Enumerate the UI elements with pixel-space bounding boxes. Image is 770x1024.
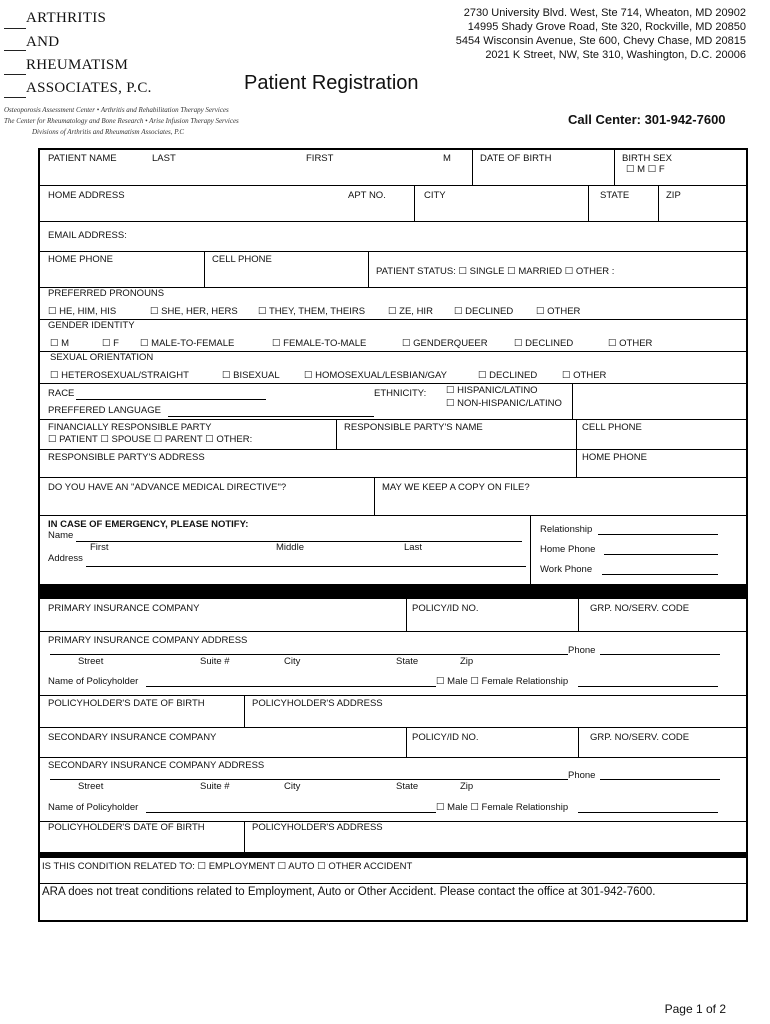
gender-ftm[interactable]: ☐ FEMALE-TO-MALE [272, 338, 367, 349]
secondary-state-label: State [396, 781, 419, 792]
logo-line-3: RHEUMATISM [26, 57, 129, 73]
secondary-ph-dob-label: POLICYHOLDER'S DATE OF BIRTH [48, 822, 205, 833]
condition-related[interactable]: IS THIS CONDITION RELATED TO: ☐ EMPLOYMENT ☐ AUTO ☐ OTHER ACCIDENT [42, 861, 413, 872]
pronoun-declined[interactable]: ☐ DECLINED [454, 306, 514, 317]
primary-ph-address-label: POLICYHOLDER'S ADDRESS [252, 698, 383, 709]
gender-m[interactable]: ☐ M [50, 338, 70, 349]
orientation-bisexual[interactable]: ☐ BISEXUAL [222, 370, 280, 381]
secondary-street-label: Street [78, 781, 104, 792]
em-middle-label: Middle [276, 542, 304, 553]
gender-label: GENDER IDENTITY [48, 320, 135, 331]
row-primary-policyholder [40, 696, 746, 728]
email-label: EMAIL ADDRESS: [48, 230, 127, 241]
primary-suite-label: Suite # [200, 656, 230, 667]
secondary-policyholder-label: Name of Policyholder [48, 802, 139, 813]
preferred-language-label: PREFFERED LANGUAGE [48, 405, 161, 416]
primary-ph-dob-label: POLICYHOLDER'S DATE OF BIRTH [48, 698, 205, 709]
orientation-other[interactable]: ☐ OTHER [562, 370, 607, 381]
em-name-label: Name [48, 530, 74, 541]
tagline-1: Osteoporosis Assessment Center • Arthritis and Rehabilitation Therapy Services [4, 106, 229, 114]
ethnicity-non-hispanic[interactable]: ☐ NON-HISPANIC/LATINO [446, 398, 562, 409]
logo-line-4: ASSOCIATES, P.C. [26, 80, 152, 96]
address-3: 5454 Wisconsin Avenue, Ste 600, Chevy Chase, MD 20815 [455, 35, 746, 47]
registration-form [38, 148, 748, 922]
row-primary-ins-address [40, 632, 746, 696]
birth-sex-checkboxes[interactable]: ☐ M ☐ F [626, 164, 665, 175]
tagline-3: Divisions of Arthritis and Rheumatism Associates, P.C [32, 128, 185, 136]
primary-phone-label: Phone [568, 645, 596, 656]
ethnicity-hispanic[interactable]: ☐ HISPANIC/LATINO [446, 385, 538, 396]
pronoun-other[interactable]: ☐ OTHER [536, 306, 581, 317]
primary-sex-relationship[interactable]: ☐ Male ☐ Female Relationship [436, 676, 569, 687]
primary-grp-label: GRP. NO/SERV. CODE [590, 603, 690, 614]
gender-other[interactable]: ☐ OTHER [608, 338, 653, 349]
row-advance-directive [40, 478, 746, 516]
secondary-ins-label: SECONDARY INSURANCE COMPANY [48, 732, 217, 743]
primary-zip-label: Zip [460, 656, 474, 667]
row-secondary-ins-address [40, 758, 746, 822]
dob-label: DATE OF BIRTH [480, 153, 552, 164]
resp-cell-phone-label: CELL PHONE [582, 422, 642, 433]
logo-line-2: AND [26, 34, 60, 50]
advance-directive-label: DO YOU HAVE AN "ADVANCE MEDICAL DIRECTIVE"? [48, 482, 287, 493]
row-condition [40, 858, 746, 884]
row-financial-responsibility [40, 420, 746, 450]
home-phone-label: HOME PHONE [48, 254, 113, 265]
fin-resp-label: FINANCIALLY RESPONSIBLE PARTY [48, 422, 212, 433]
row-emergency-contact [40, 516, 746, 584]
row-home-address [40, 186, 746, 222]
patient-status[interactable]: PATIENT STATUS: ☐ SINGLE ☐ MARRIED ☐ OTHER : [376, 266, 615, 277]
em-home-phone-label: Home Phone [540, 544, 596, 555]
row-notice [40, 884, 746, 920]
resp-address-label: RESPONSIBLE PARTY'S ADDRESS [48, 452, 205, 463]
gender-mtf[interactable]: ☐ MALE-TO-FEMALE [140, 338, 235, 349]
row-race-ethnicity [40, 384, 746, 420]
gender-f[interactable]: ☐ F [102, 338, 119, 349]
orientation-gay[interactable]: ☐ HOMOSEXUAL/LESBIAN/GAY [304, 370, 447, 381]
middle-label: M [443, 153, 451, 164]
tagline-2: The Center for Rheumatology and Bone Research • Arise Infusion Therapy Services [4, 117, 239, 125]
em-relationship-label: Relationship [540, 524, 593, 535]
primary-ins-label: PRIMARY INSURANCE COMPANY [48, 603, 200, 614]
fin-resp-options[interactable]: ☐ PATIENT ☐ SPOUSE ☐ PARENT ☐ OTHER: [48, 434, 253, 445]
row-pronouns [40, 288, 746, 320]
first-label: FIRST [306, 153, 334, 164]
address-1: 2730 University Blvd. West, Ste 714, Wheaton, MD 20902 [463, 7, 746, 19]
resp-home-phone-label: HOME PHONE [582, 452, 647, 463]
apt-no-label: APT NO. [348, 190, 386, 201]
ethnicity-label: ETHNICITY: [374, 388, 427, 399]
secondary-addr-label: SECONDARY INSURANCE COMPANY ADDRESS [48, 760, 265, 771]
gender-genderqueer[interactable]: ☐ GENDERQUEER [402, 338, 488, 349]
address-4: 2021 K Street, NW, Ste 310, Washington, D.C. 20006 [485, 49, 746, 61]
home-address-label: HOME ADDRESS [48, 190, 125, 201]
primary-policy-label: POLICY/ID NO. [412, 603, 479, 614]
row-gender [40, 320, 746, 352]
state-label: STATE [600, 190, 630, 201]
secondary-suite-label: Suite # [200, 781, 230, 792]
secondary-sex-relationship[interactable]: ☐ Male ☐ Female Relationship [436, 802, 569, 813]
row-phones [40, 252, 746, 288]
primary-street-label: Street [78, 656, 104, 667]
orientation-declined[interactable]: ☐ DECLINED [478, 370, 538, 381]
em-work-phone-label: Work Phone [540, 564, 593, 575]
secondary-phone-label: Phone [568, 770, 596, 781]
section-divider [40, 584, 746, 599]
secondary-policy-label: POLICY/ID NO. [412, 732, 479, 743]
em-last-label: Last [404, 542, 422, 553]
pronoun-they[interactable]: ☐ THEY, THEM, THEIRS [258, 306, 366, 317]
race-label: RACE [48, 388, 75, 399]
primary-policyholder-label: Name of Policyholder [48, 676, 139, 687]
page-title: Patient Registration [244, 72, 419, 94]
keep-copy-label: MAY WE KEEP A COPY ON FILE? [382, 482, 530, 493]
row-resp-address [40, 450, 746, 478]
row-secondary-insurance [40, 728, 746, 758]
secondary-ph-address-label: POLICYHOLDER'S ADDRESS [252, 822, 383, 833]
page-number: Page 1 of 2 [664, 1002, 726, 1016]
office-addresses [456, 6, 746, 62]
patient-name-label: PATIENT NAME [48, 153, 117, 164]
cell-phone-label: CELL PHONE [212, 254, 272, 265]
gender-declined[interactable]: ☐ DECLINED [514, 338, 574, 349]
row-patient-name [40, 150, 746, 186]
notice-text: ARA does not treat conditions related to Employment, Auto or Other Accident. Please contact the office at 301-942-7600. [42, 886, 656, 898]
primary-addr-label: PRIMARY INSURANCE COMPANY ADDRESS [48, 635, 248, 646]
city-label: CITY [424, 190, 446, 201]
secondary-grp-label: GRP. NO/SERV. CODE [590, 732, 690, 743]
pronoun-ze[interactable]: ☐ ZE, HIR [388, 306, 433, 317]
call-center: Call Center: 301-942-7600 [568, 112, 726, 127]
em-address-label: Address [48, 553, 83, 564]
primary-state-label: State [396, 656, 419, 667]
secondary-zip-label: Zip [460, 781, 474, 792]
emergency-label: IN CASE OF EMERGENCY, PLEASE NOTIFY: [48, 519, 249, 530]
row-secondary-policyholder [40, 822, 746, 854]
pronouns-label: PREFERRED PRONOUNS [48, 288, 165, 299]
logo-line-1: ARTHRITIS [26, 10, 107, 26]
pronoun-he[interactable]: ☐ HE, HIM, HIS [48, 306, 117, 317]
orientation-straight[interactable]: ☐ HETEROSEXUAL/STRAIGHT [50, 370, 189, 381]
secondary-city-label: City [284, 781, 301, 792]
address-2: 14995 Shady Grove Road, Ste 320, Rockville, MD 20850 [467, 21, 746, 33]
zip-label: ZIP [666, 190, 681, 201]
orientation-label: SEXUAL ORIENTATION [50, 352, 154, 363]
primary-city-label: City [284, 656, 301, 667]
pronoun-she[interactable]: ☐ SHE, HER, HERS [150, 306, 238, 317]
row-primary-insurance [40, 599, 746, 632]
resp-party-name-label: RESPONSIBLE PARTY'S NAME [344, 422, 483, 433]
row-email [40, 222, 746, 252]
birth-sex-label: BIRTH SEX [622, 153, 672, 164]
em-first-label: First [90, 542, 109, 553]
row-orientation [40, 352, 746, 384]
last-label: LAST [152, 153, 176, 164]
